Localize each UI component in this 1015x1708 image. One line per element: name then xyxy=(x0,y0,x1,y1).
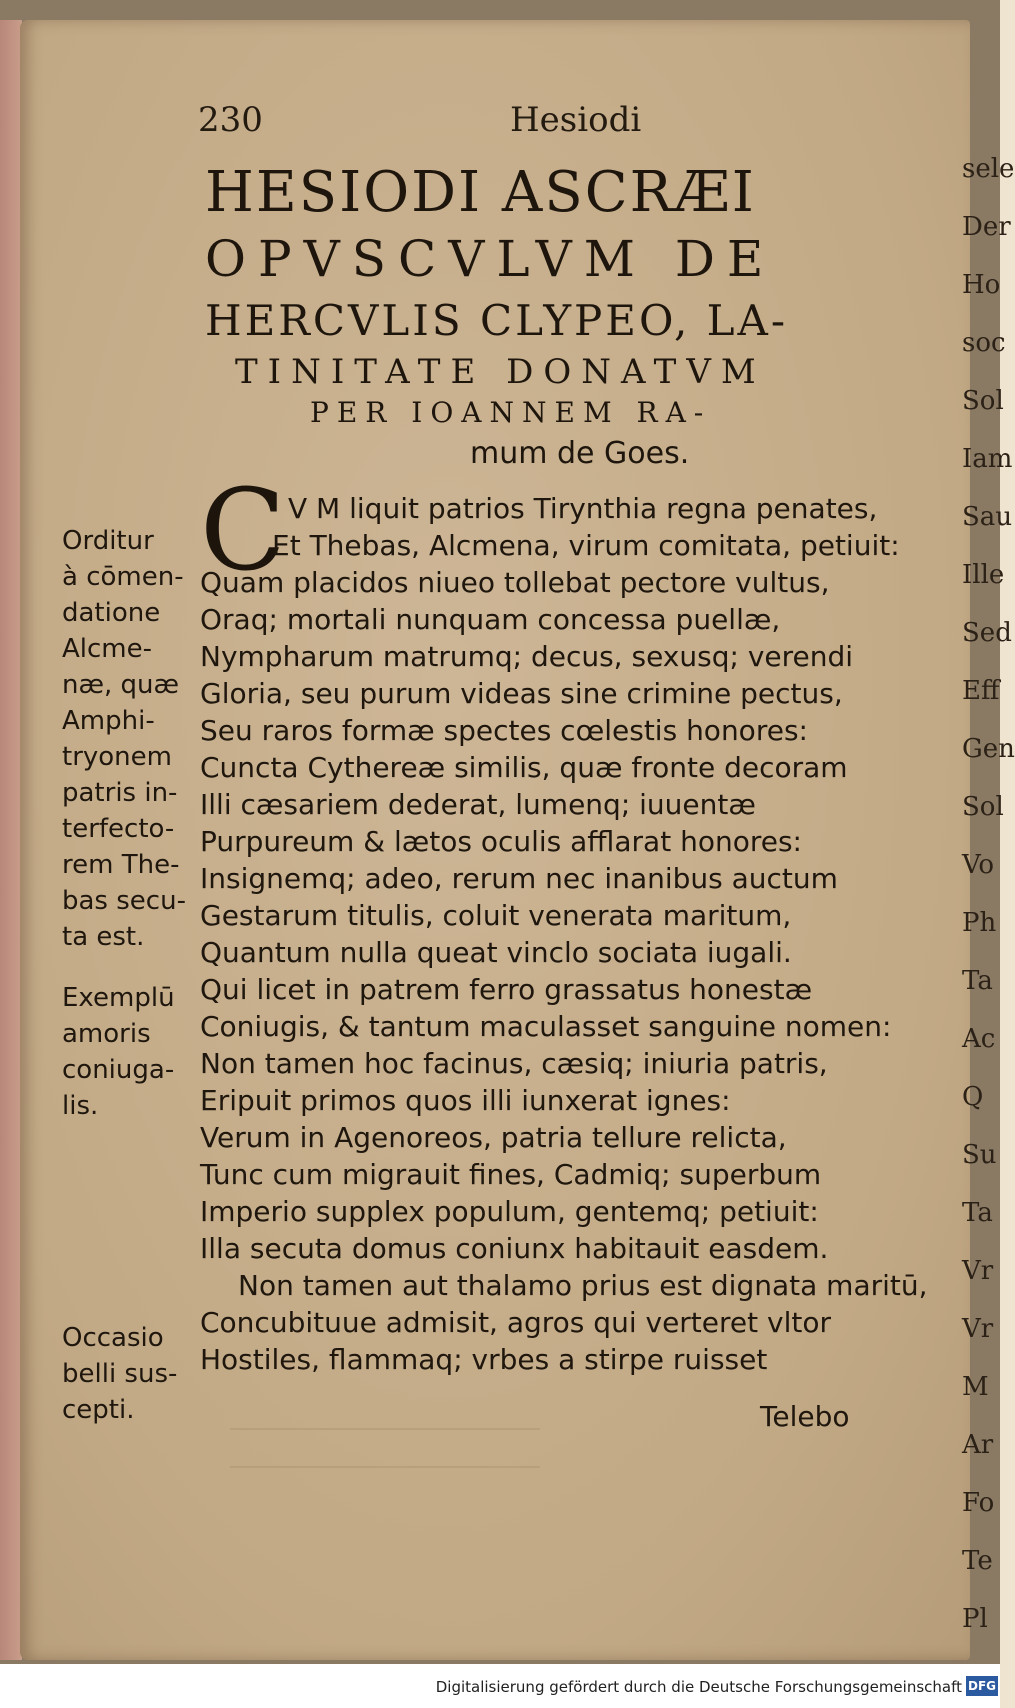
verse-line: Non tamen hoc facinus, cæsiq; iniuria patris, xyxy=(200,1047,828,1080)
verse-line: Verum in Agenoreos, patria tellure relicta, xyxy=(200,1121,787,1154)
facing-page-fragment: Iam xyxy=(962,444,1013,474)
verse-line: Imperio supplex populum, gentemq; petiuit: xyxy=(200,1195,819,1228)
facing-page-fragment: Ar xyxy=(962,1430,994,1460)
note-line: cepti. xyxy=(62,1395,135,1425)
catchword: Telebo xyxy=(760,1400,850,1433)
facing-page-fragment: Sau xyxy=(962,502,1013,532)
facing-page-fragment: Ph xyxy=(962,908,997,938)
facing-page-fragment: Q xyxy=(962,1082,984,1112)
title-line-1: HESIODI ASCRÆI xyxy=(205,160,756,225)
facing-page-fragment: Ille xyxy=(962,560,1005,590)
note-line: terfecto- xyxy=(62,814,175,844)
dfg-logo-icon: DFG xyxy=(966,1676,998,1696)
note-line: tryonem xyxy=(62,742,172,772)
facing-page-fragment: M xyxy=(962,1372,989,1402)
digitization-footer xyxy=(0,1664,1000,1708)
verse-line: Hostiles, flammaq; vrbes a stirpe ruisset xyxy=(200,1343,768,1376)
verse-line: Concubituue admisit, agros qui verteret vltor xyxy=(200,1306,831,1339)
verse-line: Seu raros formæ spectes cœlestis honores: xyxy=(200,714,808,747)
facing-page-fragment: sele xyxy=(962,154,1015,184)
note-line: Orditur xyxy=(62,526,154,556)
facing-page-fragment: Sed xyxy=(962,618,1012,648)
note-line: rem The- xyxy=(62,850,180,880)
facing-page-fragment: soc xyxy=(962,328,1006,358)
verse-line: Nympharum matrumq; decus, sexusq; verendi xyxy=(200,640,854,673)
verse-line: Non tamen aut thalamo prius est dignata maritū, xyxy=(238,1269,928,1302)
facing-page-fragment: Vo xyxy=(962,850,995,880)
verse-line: Qui licet in patrem ferro grassatus honestæ xyxy=(200,973,813,1006)
verse-line: Oraq; mortali nunquam concessa puellæ, xyxy=(200,603,781,636)
note-line: coniuga- xyxy=(62,1055,175,1085)
verse-line: Illi cæsariem dederat, lumenq; iuuentæ xyxy=(200,788,756,821)
running-title: Hesiodi xyxy=(510,100,642,140)
verse-text xyxy=(200,490,960,1378)
verse-line: Eripuit primos quos illi iunxerat ignes: xyxy=(200,1084,731,1117)
verse-line: Cuncta Cythereæ similis, quæ fronte decoram xyxy=(200,751,848,784)
facing-page-fragment: Fo xyxy=(962,1488,995,1518)
facing-page-fragment: Sol xyxy=(962,792,1004,822)
note-line: patris in- xyxy=(62,778,178,808)
verse-line: Illa secuta domus coniunx habitauit easdem. xyxy=(200,1232,829,1265)
title-line-2: OPVSCVLVM DE xyxy=(205,230,776,288)
running-head xyxy=(198,100,918,150)
note-line: Occasio xyxy=(62,1323,164,1353)
title-line-4: TINITATE DONATVM xyxy=(235,352,766,392)
book-page-edge xyxy=(0,20,22,1660)
facing-page-fragment: Pl xyxy=(962,1604,988,1634)
faint-stamp-mark xyxy=(230,1428,540,1468)
verse-line: Purpureum & lætos oculis afflarat honores: xyxy=(200,825,802,858)
note-line: amoris xyxy=(62,1019,151,1049)
verse-line: V M liquit patrios Tirynthia regna penates, xyxy=(288,492,878,525)
title-block xyxy=(205,160,940,480)
note-line: bas secu- xyxy=(62,886,186,916)
facing-page-fragment: Ta xyxy=(962,1198,993,1228)
note-line: Amphi- xyxy=(62,706,155,736)
facing-page-fragment: Su xyxy=(962,1140,997,1170)
note-line: lis. xyxy=(62,1091,99,1121)
verse-line: Coniugis, & tantum maculasset sanguine nomen: xyxy=(200,1010,892,1043)
facing-page-strip xyxy=(962,140,1015,1634)
verse-line: Tunc cum migrauit fines, Cadmiq; superbum xyxy=(200,1158,822,1191)
facing-page-fragment: Gen xyxy=(962,734,1015,764)
verse-line: Gestarum titulis, coluit venerata maritum, xyxy=(200,899,792,932)
title-line-5: PER IOANNEM RA- xyxy=(310,396,712,429)
note-line: à cōmen- xyxy=(62,562,184,592)
footer-credit: Digitalisierung gefördert durch die Deutsche Forschungsgemeinschaft xyxy=(435,1678,962,1696)
note-line: næ, quæ xyxy=(62,670,180,700)
title-line-3: HERCVLIS CLYPEO, LA- xyxy=(205,296,789,345)
marginal-note xyxy=(62,523,186,955)
facing-page-fragment: Vr xyxy=(962,1256,994,1286)
verse-line: Quantum nulla queat vinclo sociata iugali. xyxy=(200,936,792,969)
title-line-6: mum de Goes. xyxy=(470,436,690,471)
facing-page-fragment: Te xyxy=(962,1546,993,1576)
marginal-note xyxy=(62,1320,177,1428)
facing-page-fragment: Ac xyxy=(962,1024,996,1054)
verse-line: Insignemq; adeo, rerum nec inanibus auctum xyxy=(200,862,838,895)
verse-line: Gloria, seu purum videas sine crimine pectus, xyxy=(200,677,843,710)
note-line: belli sus- xyxy=(62,1359,178,1389)
facing-page-fragment: Ta xyxy=(962,966,993,996)
drop-cap: C xyxy=(200,466,286,596)
facing-page-fragment: Vr xyxy=(962,1314,994,1344)
note-line: Exemplū xyxy=(62,983,175,1013)
verse-line: Quam placidos niueo tollebat pectore vultus, xyxy=(200,566,830,599)
verse-line: Et Thebas, Alcmena, virum comitata, petiuit: xyxy=(272,529,900,562)
note-line: ta est. xyxy=(62,922,145,952)
marginal-note xyxy=(62,980,175,1124)
facing-page-fragment: Sol xyxy=(962,386,1004,416)
note-line: datione xyxy=(62,598,161,628)
facing-page-fragment: Ho xyxy=(962,270,1001,300)
facing-page-fragment: Eff xyxy=(962,676,1000,706)
page-number: 230 xyxy=(198,100,263,140)
facing-page-fragment: Der xyxy=(962,212,1011,242)
note-line: Alcme- xyxy=(62,634,153,664)
